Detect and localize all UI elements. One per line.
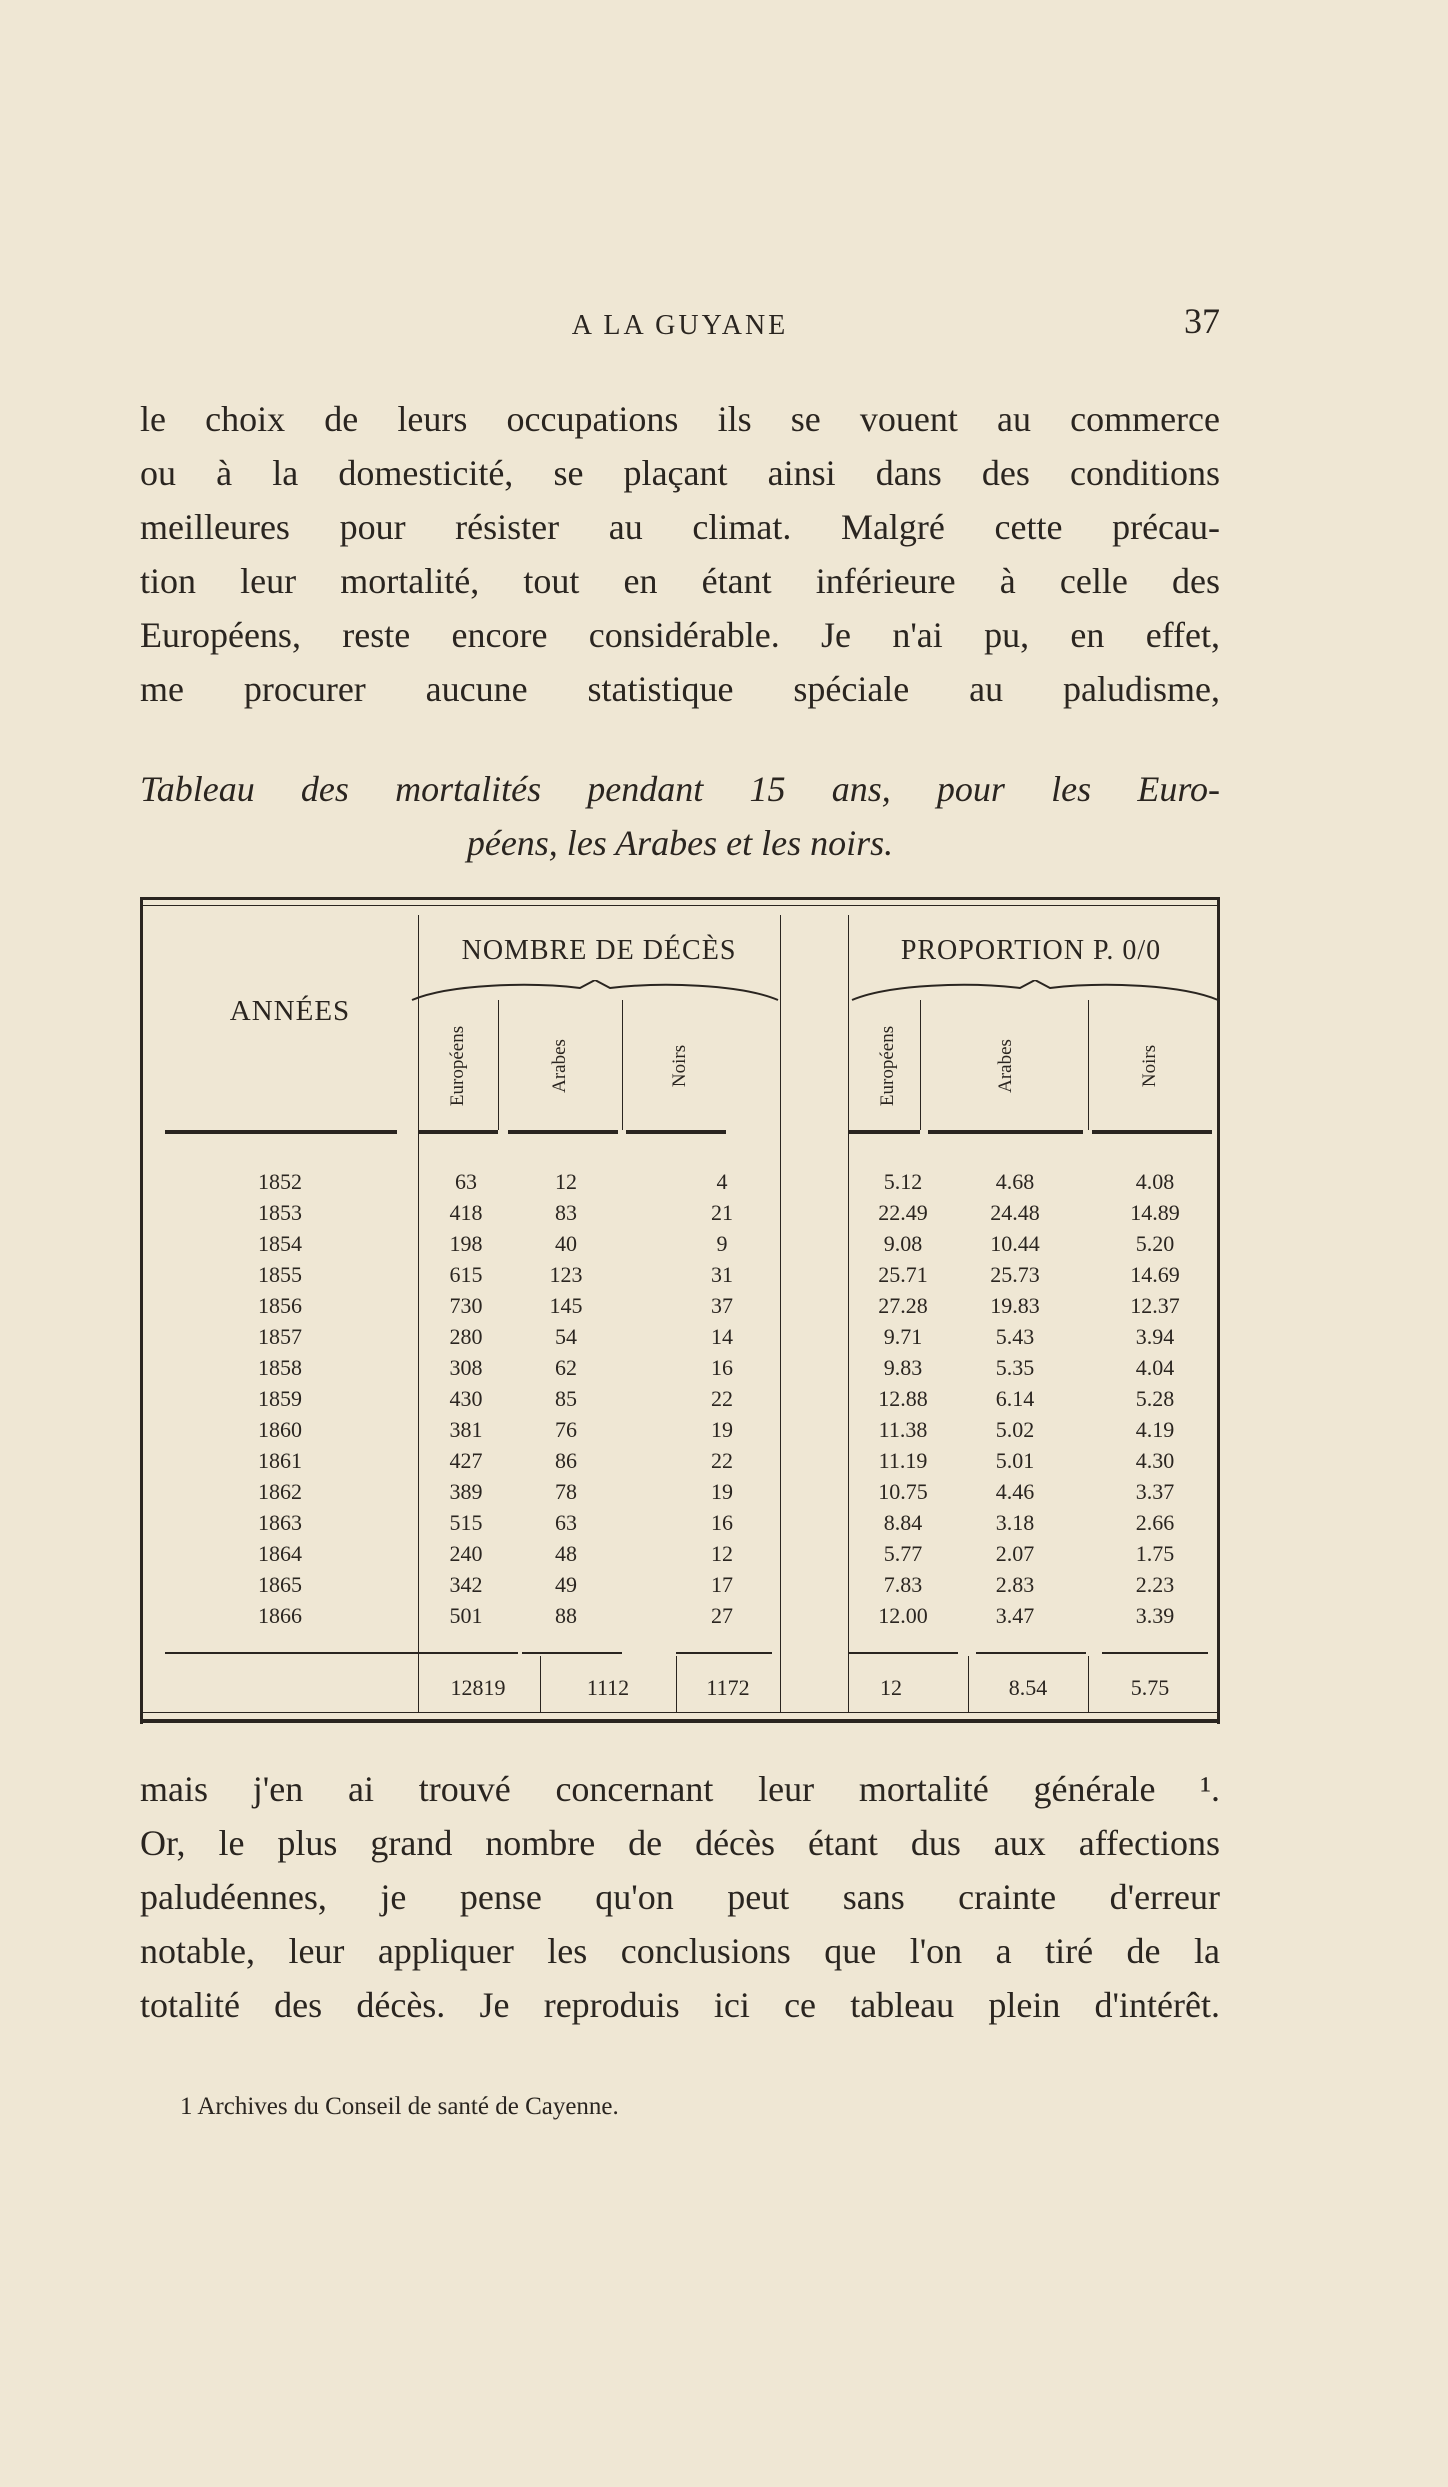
table-bottom-rule-thin [140,1712,1220,1713]
page-number: 37 [1184,301,1220,341]
table-cell: 4.04 [1135,1355,1175,1380]
table-cell: 5.35 [995,1355,1035,1380]
table-cell: 16 [711,1355,733,1380]
text-line: tion leur mortalité, tout en étant inférieure à celle des [140,561,1220,601]
table-cell: 5.02 [995,1417,1035,1442]
table-cell: 1855 [258,1262,302,1287]
column-divider [622,1000,623,1130]
table-cell: 1857 [258,1324,302,1349]
table-cell: 3.39 [1135,1603,1175,1628]
text-line: meilleures pour résister au climat. Malgré cette précau- [140,507,1220,547]
table-cell: 76 [555,1417,577,1442]
totals-rule [165,1652,455,1654]
table-cell: 10.44 [990,1231,1040,1256]
table-cell: 1.75 [1135,1541,1175,1566]
total-prop-europeens: 12 [880,1675,902,1700]
subheader-arabes: Arabes [549,1039,570,1093]
caption-line: péens, les Arabes et les noirs. [466,823,894,863]
table-cell: 5.28 [1135,1386,1175,1411]
prop-europeens-column [848,1166,958,1631]
table-cell: 1853 [258,1200,302,1225]
table-cell: 16 [711,1510,733,1535]
table-cell: 19 [711,1479,733,1504]
header-underline [1092,1130,1212,1134]
table-cell: 1862 [258,1479,302,1504]
prop-arabes-column [960,1166,1070,1631]
table-cell: 78 [555,1479,577,1504]
table-cell: 19 [711,1417,733,1442]
table-cell: 2.07 [995,1541,1035,1566]
table-cell: 1861 [258,1448,302,1473]
table-cell: 14 [711,1324,733,1349]
table-cell: 418 [449,1200,483,1225]
table-cell: 3.37 [1135,1479,1175,1504]
table-cell: 49 [555,1572,577,1597]
subheader-noirs: Noirs [668,1044,690,1088]
table-cell: 4.30 [1135,1448,1175,1473]
table-cell: 19.83 [990,1293,1040,1318]
header-underline [626,1130,726,1134]
proportion-group-header: PROPORTION P. 0/0 [900,935,1162,966]
caption-line: Tableau des mortalités pendant 15 ans, pour les Euro- [140,769,1220,809]
subheader-europeens: Européens [447,1025,469,1107]
table-cell: 24.48 [990,1200,1040,1225]
column-divider [780,915,781,1712]
text-line: le choix de leurs occupations ils se vouent au commerce [140,399,1220,439]
table-cell: 31 [711,1262,733,1287]
prop-noirs-column [1100,1166,1210,1631]
table-cell: 86 [555,1448,577,1473]
table-cell: 381 [449,1417,483,1442]
table-cell: 22.49 [878,1200,928,1225]
total-deaths-noirs: 1172 [706,1675,750,1700]
table-cell: 240 [449,1541,483,1566]
table-cell: 1854 [258,1231,302,1256]
table-cell: 22 [711,1386,733,1411]
deaths-noirs-column [674,1166,770,1631]
column-divider [498,1000,499,1130]
table-cell: 4.19 [1135,1417,1175,1442]
table-cell: 515 [449,1510,483,1535]
table-cell: 40 [555,1231,577,1256]
totals-rule [848,1652,958,1654]
years-column [200,1166,360,1631]
header-underline [848,1130,920,1134]
table-cell: 9.83 [883,1355,923,1380]
total-prop-arabes: 8.54 [1008,1675,1048,1700]
table-cell: 1864 [258,1541,302,1566]
table-cell: 1856 [258,1293,302,1318]
deaths-brace [410,980,780,1004]
totals-rule [676,1652,772,1654]
table-cell: 10.75 [878,1479,928,1504]
table-cell: 730 [449,1293,483,1318]
table-cell: 25.71 [878,1262,928,1287]
table-cell: 5.01 [995,1448,1035,1473]
table-cell: 1866 [258,1603,302,1628]
header-underline [928,1130,1083,1134]
subheader-europeens: Européens [877,1025,899,1107]
table-cell: 12 [711,1541,733,1566]
text-line: Européens, reste encore considérable. Je n'ai pu, en effet, [140,615,1220,655]
table-cell: 145 [549,1293,583,1318]
paragraph-bottom [140,1762,1220,2032]
text-line: notable, leur appliquer les conclusions que l'on a tiré de la [140,1931,1220,1971]
table-cell: 4.08 [1135,1169,1175,1194]
table-cell: 3.18 [995,1510,1035,1535]
table-cell: 4 [716,1169,728,1194]
table-cell: 430 [449,1386,483,1411]
table-cell: 12.37 [1130,1293,1180,1318]
table-cell: 9 [716,1231,728,1256]
table-cell: 1852 [258,1169,302,1194]
table-cell: 5.12 [883,1169,923,1194]
totals-rule [522,1652,622,1654]
table-cell: 501 [449,1603,483,1628]
column-divider [1088,1000,1089,1130]
table-cell: 25.73 [990,1262,1040,1287]
table-cell: 21 [711,1200,733,1225]
table-cell: 389 [449,1479,483,1504]
table-cell: 48 [555,1541,577,1566]
header-underline [418,1130,498,1134]
table-cell: 280 [449,1324,483,1349]
text-line: mais j'en ai trouvé concernant leur mortalité générale ¹. [140,1769,1220,1809]
table-cell: 615 [449,1262,483,1287]
table-cell: 308 [449,1355,483,1380]
text-line: totalité des décès. Je reproduis ici ce tableau plein d'intérêt. [140,1985,1220,2025]
table-cell: 2.83 [995,1572,1035,1597]
text-line: ou à la domesticité, se plaçant ainsi dans des conditions [140,453,1220,493]
table-cell: 427 [449,1448,483,1473]
table-cell: 1863 [258,1510,302,1535]
table-cell: 17 [711,1572,733,1597]
table-caption [140,762,1220,870]
proportion-brace [850,980,1220,1004]
table-cell: 3.94 [1135,1324,1175,1349]
total-prop-noirs: 5.75 [1130,1675,1170,1700]
table-cell: 1860 [258,1417,302,1442]
table-cell: 2.23 [1135,1572,1175,1597]
page-header [140,300,1220,350]
deaths-group-header: NOMBRE DE DÉCÈS [461,935,737,966]
table-cell: 5.77 [883,1541,923,1566]
paragraph-top [140,392,1220,716]
table-cell: 198 [449,1231,483,1256]
deaths-arabes-column [520,1166,612,1631]
table-cell: 3.47 [995,1603,1035,1628]
table-cell: 83 [555,1200,577,1225]
table-cell: 54 [555,1324,577,1349]
table-cell: 9.08 [883,1231,923,1256]
subheader-arabes: Arabes [995,1039,1016,1093]
table-cell: 11.38 [878,1417,928,1442]
table-cell: 123 [549,1262,583,1287]
table-cell: 62 [555,1355,577,1380]
table-cell: 63 [455,1169,477,1194]
table-cell: 7.83 [883,1572,923,1597]
table-cell: 4.46 [995,1479,1035,1504]
table-cell: 27.28 [878,1293,928,1318]
table-cell: 12 [555,1169,577,1194]
table-cell: 27 [711,1603,733,1628]
table-cell: 63 [555,1510,577,1535]
table-cell: 5.20 [1135,1231,1175,1256]
running-title: A LA GUYANE [571,310,789,341]
totals-rule [1102,1652,1208,1654]
total-deaths-arabes: 1112 [586,1675,630,1700]
table-cell: 22 [711,1448,733,1473]
table-cell: 14.89 [1130,1200,1180,1225]
table-cell: 37 [711,1293,733,1318]
table-bottom-rule [140,1719,1220,1723]
table-cell: 9.71 [883,1324,923,1349]
footnote: 1 Archives du Conseil de santé de Cayenne. [180,2093,619,2120]
totals-rule [976,1652,1086,1654]
table-cell: 14.69 [1130,1262,1180,1287]
subheader-noirs: Noirs [1138,1044,1160,1088]
text-line: Or, le plus grand nombre de décès étant dus aux affections [140,1823,1220,1863]
table-cell: 12.00 [878,1603,928,1628]
table-cell: 12.88 [878,1386,928,1411]
table-cell: 4.68 [995,1169,1035,1194]
table-cell: 6.14 [995,1386,1035,1411]
table-cell: 11.19 [878,1448,928,1473]
table-cell: 1858 [258,1355,302,1380]
table-cell: 88 [555,1603,577,1628]
table-cell: 85 [555,1386,577,1411]
table-cell: 2.66 [1135,1510,1175,1535]
deaths-europeens-column [418,1166,514,1631]
totals-rule [418,1652,518,1654]
table-cell: 342 [449,1572,483,1597]
years-header: ANNÉES [229,995,351,1027]
table-cell: 1865 [258,1572,302,1597]
text-line: me procurer aucune statistique spéciale au paludisme, [140,669,1220,709]
total-deaths-europeens: 12819 [450,1675,506,1700]
table-cell: 1859 [258,1386,302,1411]
text-line: paludéennes, je pense qu'on peut sans crainte d'erreur [140,1877,1220,1917]
header-underline [508,1130,618,1134]
table-cell: 8.84 [883,1510,923,1535]
table-cell: 5.43 [995,1324,1035,1349]
header-underline [165,1130,397,1134]
